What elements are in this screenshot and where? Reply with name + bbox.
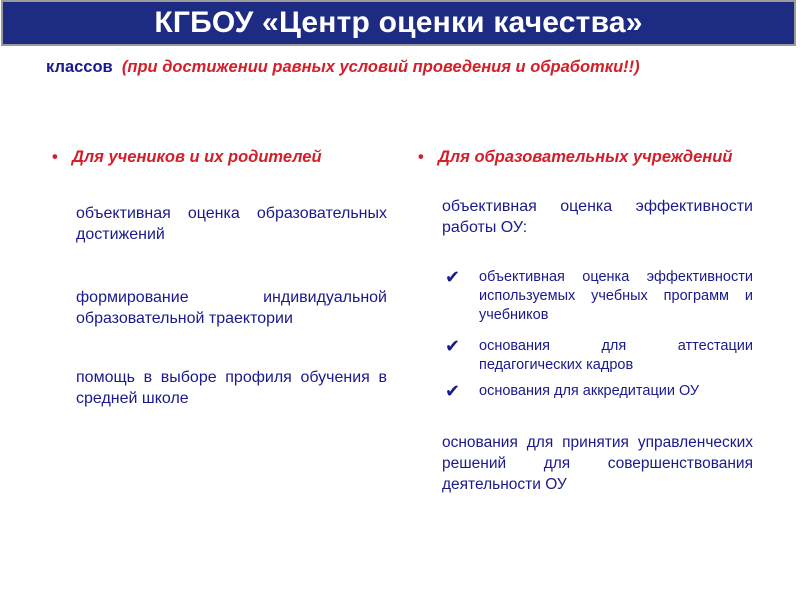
list-item-text: помощь в выборе профиля обучения в средней школе	[76, 369, 387, 407]
bullet-icon	[52, 367, 76, 409]
list-item	[52, 367, 387, 409]
right-heading-label: Для образовательных учреждений	[438, 148, 733, 166]
intro-accent: (при достижении равных условий проведения и обработки!!)	[121, 58, 640, 76]
list-item	[52, 287, 387, 329]
intro-text	[46, 57, 706, 78]
left-column-heading	[52, 147, 397, 168]
list-item-text: основания для принятия управленческих решений для совершенствования деятельности ОУ	[442, 434, 753, 493]
list-item	[418, 432, 753, 495]
bullet-icon	[52, 287, 76, 329]
checkmark-icon: ✔	[445, 267, 461, 288]
list-item-text: объективная оценка образовательных достижений	[76, 205, 387, 243]
heading-bullet-icon: •	[52, 148, 58, 166]
sub-list-item-text: объективная оценка эффективности используемых учебных программ и учебников	[479, 269, 753, 323]
sub-list-item-text: основания для аккредитации ОУ	[479, 383, 700, 399]
bullet-icon	[418, 432, 442, 495]
bullet-icon	[418, 196, 442, 238]
left-heading-label: Для учеников и их родителей	[72, 148, 322, 166]
heading-bullet-icon: •	[418, 148, 424, 166]
checkmark-icon: ✔	[445, 336, 461, 357]
sub-list-item	[445, 268, 753, 325]
right-column-heading	[418, 147, 738, 168]
checkmark-icon: ✔	[445, 381, 461, 402]
sub-list-item	[445, 382, 753, 401]
bullet-icon	[52, 203, 76, 245]
list-item	[418, 196, 753, 238]
list-item-text: формирование индивидуальной образовательной траектории	[76, 289, 387, 327]
list-item-text: объективная оценка эффективности работы ОУ:	[442, 198, 753, 236]
slide-title: КГБОУ «Центр оценки качества»	[154, 6, 643, 39]
list-item	[52, 203, 387, 245]
title-bar	[1, 0, 796, 46]
sub-list-item	[445, 337, 753, 375]
intro-plain: классов	[46, 58, 113, 76]
sub-list-item-text: основания для аттестации педагогических кадров	[479, 338, 753, 373]
